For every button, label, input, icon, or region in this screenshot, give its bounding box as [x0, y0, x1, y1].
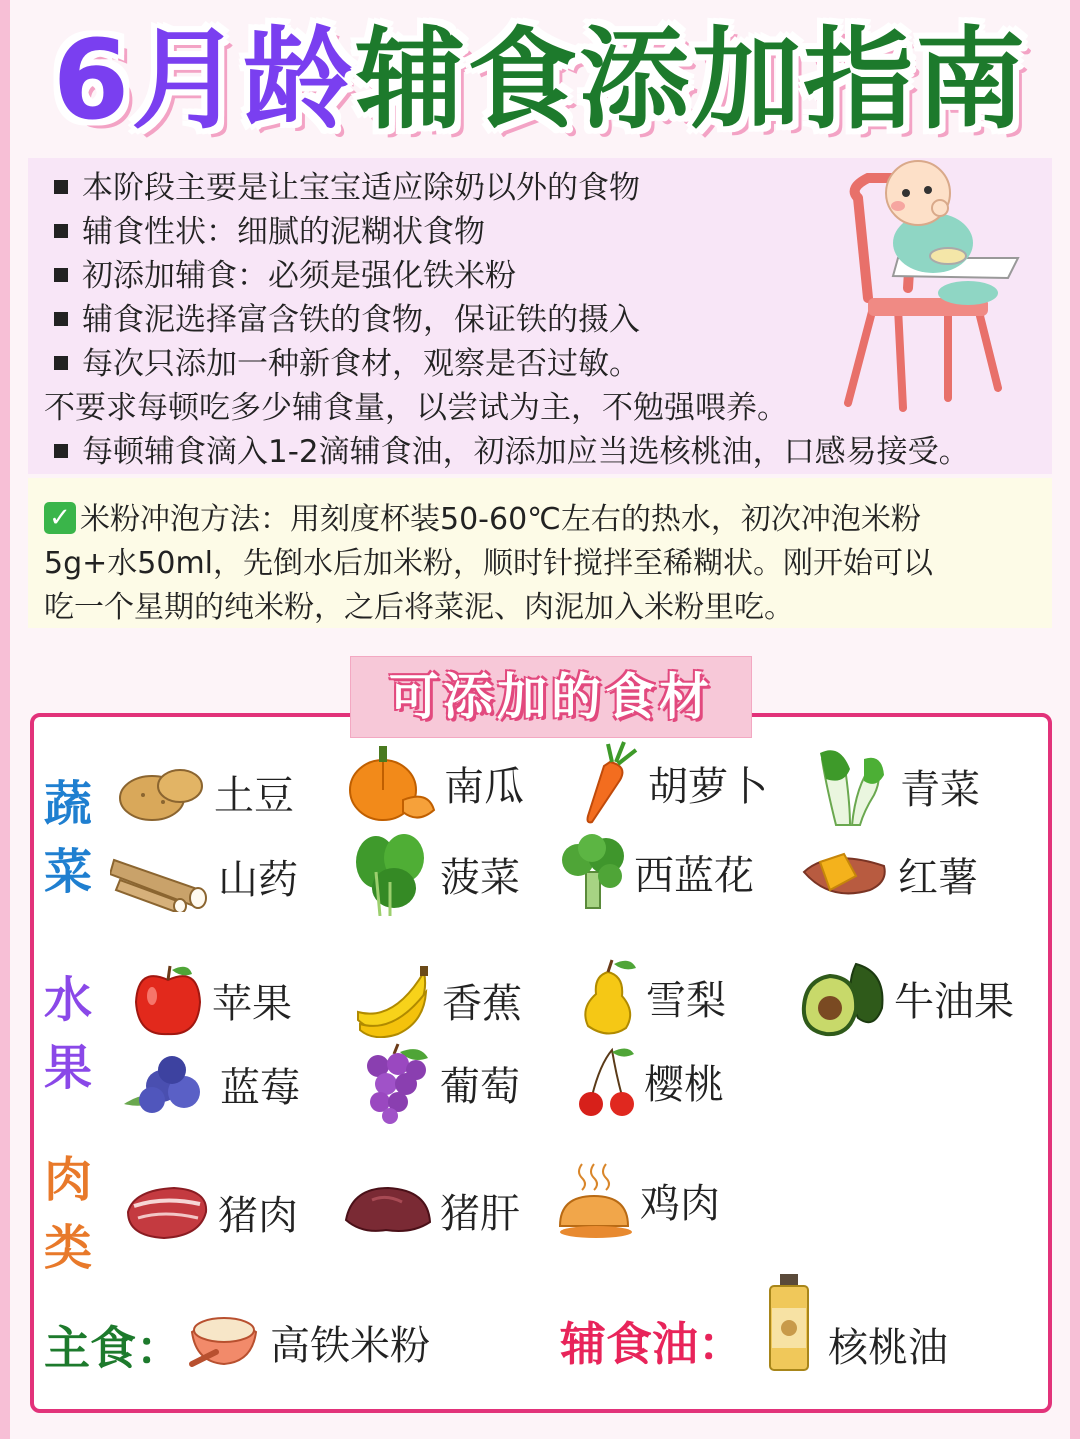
tip-item: 初添加辅食：必须是强化铁米粉	[54, 250, 516, 295]
bullet-icon	[54, 312, 68, 326]
food-item-spinach: 菠菜	[350, 832, 520, 916]
page-title	[0, 10, 1080, 150]
tip-item: 辅食性状：细腻的泥糊状食物	[54, 206, 485, 251]
pork-liver-icon	[342, 1180, 432, 1240]
tips-box	[28, 158, 1052, 474]
yam-icon	[110, 840, 210, 912]
spinach-icon	[350, 832, 432, 916]
food-item-yam: 山药	[110, 840, 298, 912]
category-fruit: 水 果	[43, 972, 92, 1096]
staple-label: 主食：	[44, 1321, 182, 1375]
tip-item: 每次只添加一种新食材，观察是否过敏。	[54, 338, 640, 383]
sweet-potato-icon	[800, 842, 890, 906]
walnut-oil-bottle-icon	[764, 1272, 814, 1372]
staple-value: 高铁米粉	[270, 1323, 430, 1369]
rice-cereal-method-box	[28, 478, 1052, 628]
apple-icon	[132, 962, 204, 1038]
carrot-icon	[580, 740, 640, 826]
bullet-icon	[54, 356, 68, 370]
food-item-sweet-potato: 红薯	[800, 842, 978, 906]
food-item-pumpkin: 南瓜	[348, 740, 524, 826]
oil-label: 辅食油：	[560, 1317, 744, 1371]
banana-icon	[354, 962, 434, 1038]
food-item-bok-choy: 青菜	[816, 745, 980, 827]
title-age: 6月龄	[52, 16, 356, 144]
oil-value: 核桃油	[828, 1325, 948, 1371]
category-vegetables: 蔬 菜	[43, 776, 92, 900]
blueberry-icon	[122, 1052, 212, 1116]
bullet-icon	[54, 180, 68, 194]
check-icon: ✓	[44, 502, 76, 534]
pumpkin-icon	[348, 740, 436, 826]
bullet-icon	[54, 268, 68, 282]
food-item-chicken: 鸡肉	[556, 1160, 720, 1240]
title-guide: 辅食添加指南	[355, 16, 1028, 144]
tip-item: 不要求每顿吃多少辅食量，以尝试为主，不勉强喂养。	[44, 390, 788, 426]
food-item-carrot: 胡萝卜	[580, 740, 768, 826]
cherry-icon	[576, 1044, 636, 1118]
baby-highchair-icon	[828, 158, 1038, 418]
food-item-blueberry: 蓝莓	[122, 1052, 300, 1116]
tip-item: 本阶段主要是让宝宝适应除奶以外的食物	[54, 162, 640, 207]
food-item-apple: 苹果	[132, 962, 292, 1038]
cereal-bowl-icon	[186, 1302, 262, 1374]
pork-icon	[124, 1182, 210, 1242]
food-item-cherry: 樱桃	[576, 1044, 724, 1118]
food-item-banana: 香蕉	[354, 962, 522, 1038]
pear-icon	[578, 956, 638, 1038]
section-title: 可添加的食材	[350, 656, 752, 738]
category-meat: 肉 类	[43, 1152, 92, 1276]
avocado-icon	[800, 958, 886, 1038]
food-item-pork: 猪肉	[124, 1182, 298, 1242]
food-item-potato: 土豆	[118, 760, 294, 824]
tip-item: 辅食泥选择富含铁的食物，保证铁的摄入	[54, 294, 640, 339]
bullet-icon	[54, 444, 68, 458]
bok-choy-icon	[816, 745, 886, 827]
food-item-avocado: 牛油果	[800, 958, 1014, 1038]
roast-chicken-icon	[556, 1160, 632, 1240]
food-item-broccoli: 西蓝花	[560, 832, 754, 912]
potato-icon	[118, 760, 206, 824]
grape-icon	[356, 1042, 432, 1124]
tip-item: 每顿辅食滴入1-2滴辅食油，初添加应当选核桃油，口感易接受。	[54, 426, 970, 471]
food-item-pear: 雪梨	[578, 956, 726, 1038]
bullet-icon	[54, 224, 68, 238]
food-item-grape: 葡萄	[356, 1042, 520, 1124]
broccoli-icon	[560, 832, 626, 912]
method-text: ✓ 米粉冲泡方法：用刻度杯装50-60℃左右的热水，初次冲泡米粉 5g+水50ml，先倒水后加米粉，顺时针搅拌至稀糊状。刚开始可以 吃一个星期的纯米粉，之后将菜泥、肉泥加入米粉里吃。	[44, 502, 933, 625]
food-item-pork-liver: 猪肝	[342, 1180, 520, 1240]
